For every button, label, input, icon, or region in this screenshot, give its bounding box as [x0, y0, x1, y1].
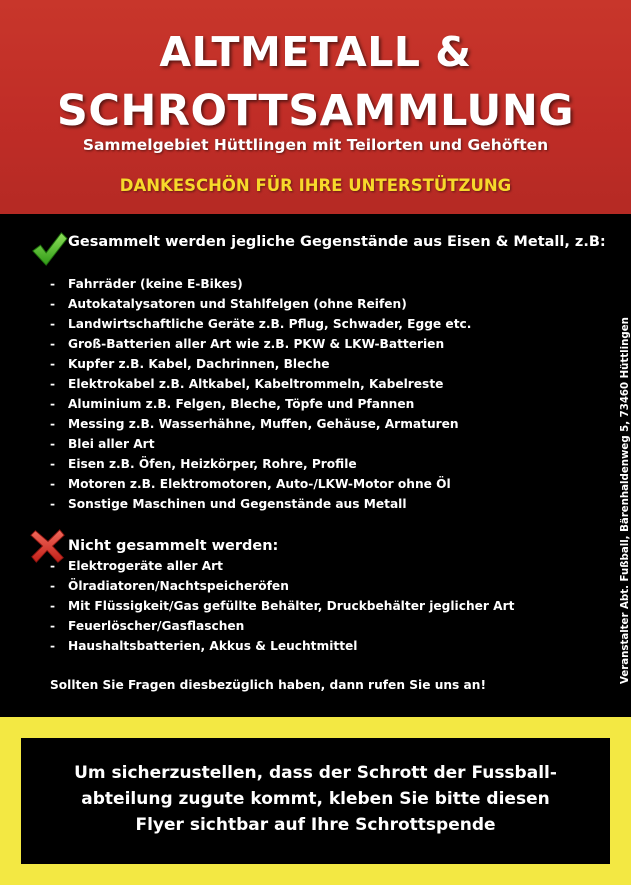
list-dash: -	[50, 457, 56, 471]
list-item-label: Elektrogeräte aller Art	[68, 559, 224, 573]
list-item-label: Landwirtschaftliche Geräte z.B. Pflug, Schwader, Egge etc.	[68, 317, 472, 331]
list-dash: -	[50, 559, 56, 573]
list-item-label: Haushaltsbatterien, Akkus & Leuchtmittel	[68, 639, 358, 653]
footer-line-2: abteilung zugute kommt, kleben Sie bitte diesen	[81, 789, 550, 809]
list-item-label: Blei aller Art	[68, 437, 155, 451]
list-item-label: Fahrräder (keine E-Bikes)	[68, 277, 243, 291]
list-item-label: Feuerlöscher/Gasflaschen	[68, 619, 245, 633]
list-item-label: Aluminium z.B. Felgen, Bleche, Töpfe und Pfannen	[68, 397, 415, 411]
list-dash: -	[50, 619, 56, 633]
footer-banner	[0, 717, 631, 885]
list-dash: -	[50, 477, 56, 491]
main-section	[0, 214, 631, 717]
list-dash: -	[50, 579, 56, 593]
list-item-label: Eisen z.B. Öfen, Heizkörper, Rohre, Profile	[68, 457, 357, 471]
title-line-2: SCHROTTSAMMLUNG	[56, 86, 575, 136]
subtitle: Sammelgebiet Hüttlingen mit Teilorten und Gehöften	[82, 136, 549, 154]
list-dash: -	[50, 337, 56, 351]
list-item-label: Kupfer z.B. Kabel, Dachrinnen, Bleche	[68, 357, 330, 371]
list-dash: -	[50, 277, 56, 291]
footer-box	[21, 738, 610, 864]
footer-text	[21, 760, 610, 838]
rejected-heading: Nicht gesammelt werden:	[68, 538, 279, 554]
list-dash: -	[50, 599, 56, 613]
list-dash: -	[50, 317, 56, 331]
header-banner	[0, 0, 631, 214]
list-dash: -	[50, 297, 56, 311]
list-dash: -	[50, 357, 56, 371]
list-item-label: Sonstige Maschinen und Gegenstände aus Metall	[68, 497, 407, 511]
thanks-line: DANKESCHÖN FÜR IHRE UNTERSTÜTZUNG	[119, 176, 512, 195]
list-item-label: Ölradiatoren/Nachtspeicheröfen	[68, 579, 289, 593]
footer-line-1: Um sicherzustellen, dass der Schrott der Fussball-	[74, 763, 557, 783]
title-line-1: ALTMETALL &	[159, 28, 472, 76]
list-dash: -	[50, 377, 56, 391]
list-item-label: Motoren z.B. Elektromotoren, Auto-/LKW-Motor ohne Öl	[68, 477, 451, 491]
check-icon	[30, 230, 68, 268]
list-dash: -	[50, 437, 56, 451]
accepted-heading: Gesammelt werden jegliche Gegenstände aus Eisen & Metall, z.B:	[68, 234, 606, 250]
footer-line-3: Flyer sichtbar auf Ihre Schrottspende	[135, 815, 496, 835]
cross-icon	[30, 528, 66, 564]
list-dash: -	[50, 417, 56, 431]
list-item-label: Messing z.B. Wasserhähne, Muffen, Gehäuse, Armaturen	[68, 417, 459, 431]
list-item-label: Mit Flüssigkeit/Gas gefüllte Behälter, Druckbehälter jeglicher Art	[68, 599, 515, 613]
list-dash: -	[50, 397, 56, 411]
contact-note: Sollten Sie Fragen diesbezüglich haben, dann rufen Sie uns an!	[50, 678, 487, 692]
list-item-label: Autokatalysatoren und Stahlfelgen (ohne Reifen)	[68, 297, 407, 311]
list-dash: -	[50, 497, 56, 511]
list-item-label: Elektrokabel z.B. Altkabel, Kabeltrommeln, Kabelreste	[68, 377, 444, 391]
list-dash: -	[50, 639, 56, 653]
organizer-note: Veranstalter Abt. Fußball, Bärenhaldenweg 5, 73460 Hüttlingen	[620, 317, 631, 684]
list-item-label: Groß-Batterien aller Art wie z.B. PKW & LKW-Batterien	[68, 337, 445, 351]
